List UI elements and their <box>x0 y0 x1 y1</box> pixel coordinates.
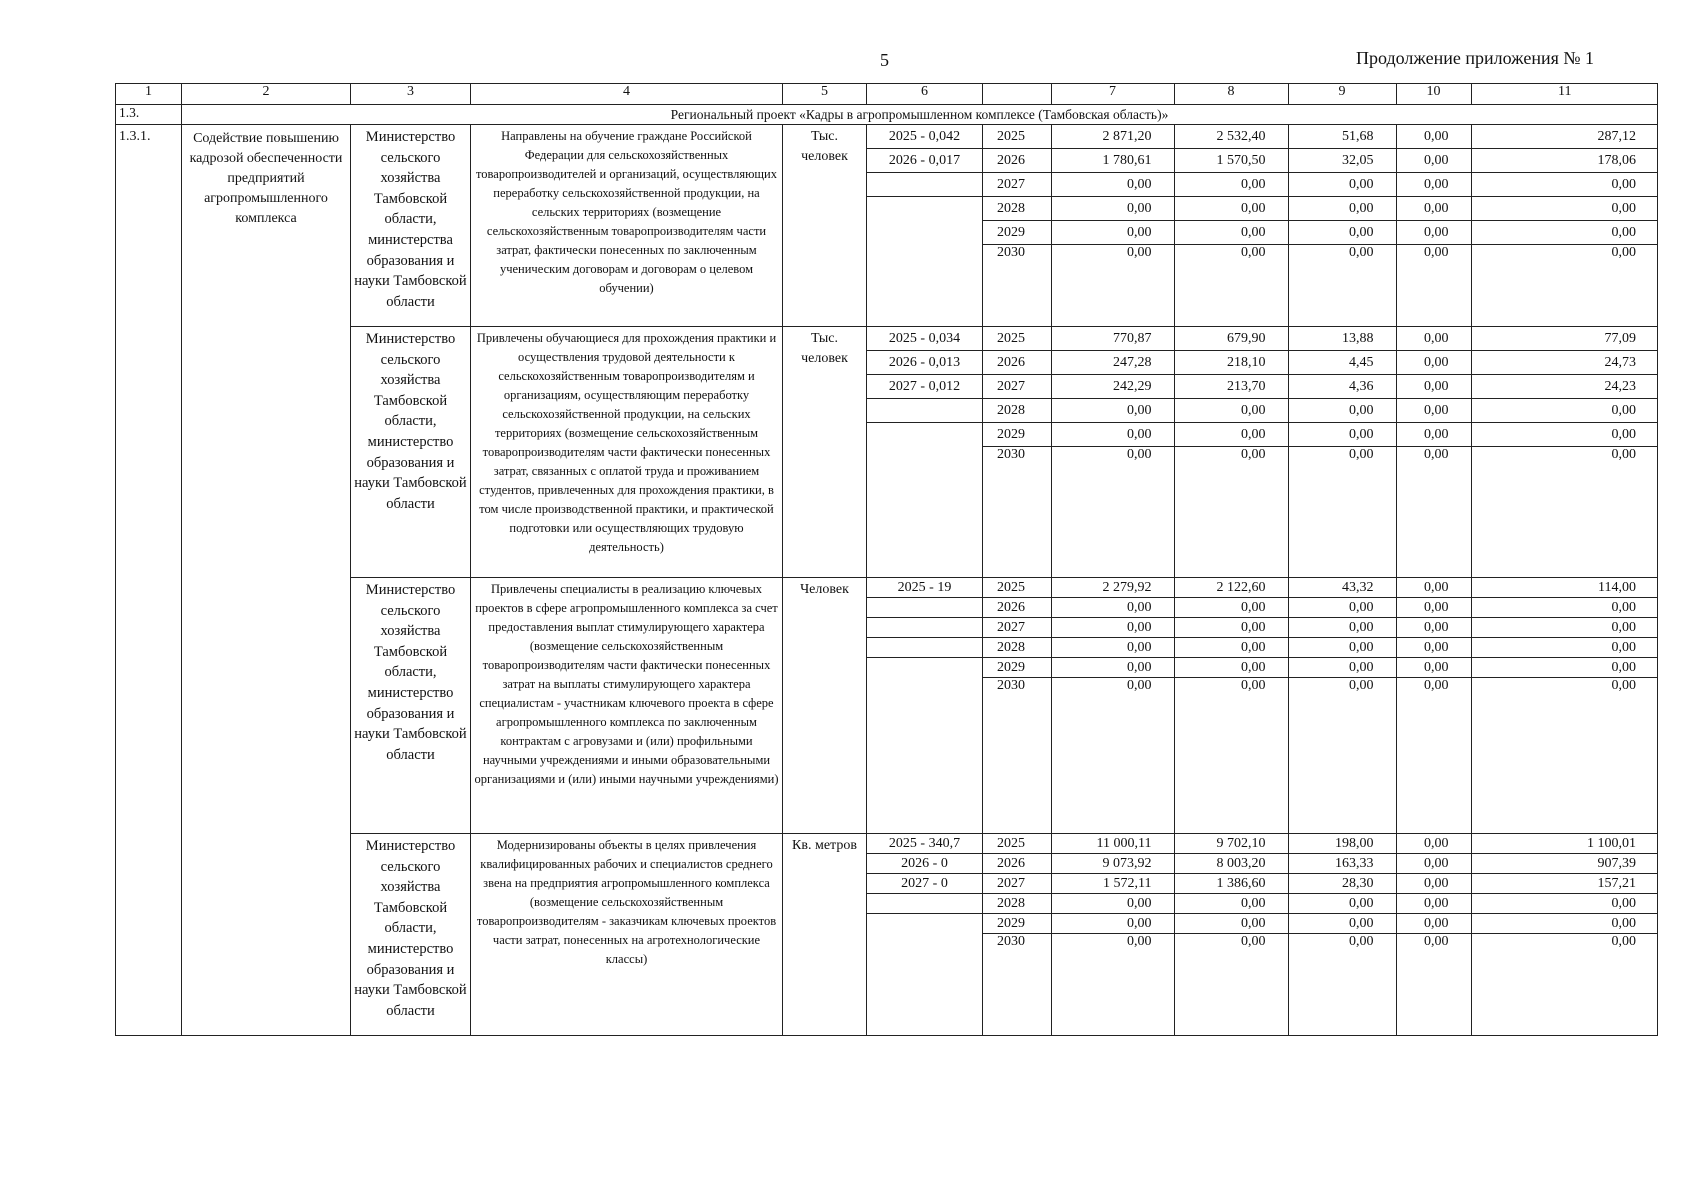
measure-description: Привлечены обучающиеся для прохождения практики и осуществления трудовой деятельности к сельскохозяйственным товаропроизводителям и организациям, осуществляющим переработку сельскохозяйственной продукции, на сельских территориях (возмещение сельскохозяйственным товаропроизводителям части фактически понесенных затрат, связанных с оплатой труда и проживанием студентов, привлеченных для прохождения практики, в том числе производственной практики, и практической подготовки или осуществляющих трудовую деятельность) <box>471 327 783 578</box>
column-number-group <box>983 84 1658 105</box>
amount: 0,00 <box>1174 934 1288 1036</box>
year-row <box>983 197 1658 221</box>
project-row <box>116 105 1658 125</box>
item-code: 1.3.1. <box>116 125 182 1036</box>
year: 2029 <box>983 423 1051 447</box>
year: 2025 <box>983 125 1051 149</box>
amount: 1 100,01 <box>1587 835 1636 851</box>
year-row <box>983 173 1658 197</box>
year: 2025 <box>983 578 1051 598</box>
amount: 0,00 <box>1471 221 1658 245</box>
amount: 0,00 <box>1051 914 1174 934</box>
amount: 0,00 <box>1288 399 1396 423</box>
amount: 0,00 <box>1051 173 1174 197</box>
target-value <box>867 658 982 659</box>
amount: 242,29 <box>1051 375 1174 399</box>
amount: 0,00 <box>1288 423 1396 447</box>
amount: 24,23 <box>1471 375 1658 399</box>
unit: Тыс. человек <box>783 327 867 578</box>
year: 2026 <box>983 351 1051 375</box>
column-number: 4 <box>471 84 783 105</box>
year-row <box>983 598 1658 618</box>
year: 2028 <box>983 638 1051 658</box>
amount: 0,00 <box>1396 149 1471 173</box>
year-row <box>983 618 1658 638</box>
year-row <box>983 678 1658 834</box>
year: 2029 <box>983 221 1051 245</box>
year-row <box>983 399 1658 423</box>
amount: 0,00 <box>1051 658 1174 678</box>
amount: 4,45 <box>1288 351 1396 375</box>
amount: 51,68 <box>1288 125 1396 149</box>
target-value <box>867 638 982 658</box>
amount: 907,39 <box>1471 854 1658 874</box>
amount: 0,00 <box>1051 638 1174 658</box>
column-number: 2 <box>182 84 351 105</box>
amount: 0,00 <box>1471 638 1658 658</box>
amount: 0,00 <box>1471 678 1658 834</box>
amount: 0,00 <box>1051 618 1174 638</box>
amount: 0,00 <box>1471 197 1658 221</box>
amount: 0,00 <box>1051 221 1174 245</box>
amount: 0,00 <box>1174 221 1288 245</box>
amount: 213,70 <box>1174 375 1288 399</box>
column-number: 11 <box>1558 84 1572 99</box>
amount: 2 871,20 <box>1051 125 1174 149</box>
year-row <box>983 327 1658 351</box>
target-value: 2026 - 0,013 <box>867 351 982 375</box>
measure-description: Модернизированы объекты в целях привлечения квалифицированных рабочих и специалистов среднего звена на предприятия агропромышленного комплекса (возмещение сельскохозяйственным товаропроизводителям - заказчикам ключевых проектов части затрат, понесенных на агротехнологические классы) <box>471 834 783 1036</box>
amount: 218,10 <box>1174 351 1288 375</box>
executor: Министерство сельского хозяйства Тамбовской области, министерства образования и науки Тамбовской области <box>351 125 471 327</box>
amount: 0,00 <box>1288 914 1396 934</box>
amount: 0,00 <box>1471 598 1658 618</box>
amount: 0,00 <box>1288 638 1396 658</box>
year: 2026 <box>983 598 1051 618</box>
amount: 0,00 <box>1471 173 1658 197</box>
year: 2027 <box>983 173 1051 197</box>
amount: 0,00 <box>1396 894 1471 914</box>
measure-description: Привлечены специалисты в реализацию ключевых проектов в сфере агропромышленного комплекса за счет предоставления выплат стимулирующего характера (возмещение сельскохозяйственным товаропроизводителям части фактически понесенных затрат на выплаты стимулирующего характера специалистам - участникам ключевого проекта в сфере агропромышленного комплекса по заключенным контрактам с агровузами и (или) профильными научными учреждениями и иными образовательными организациями и (или) иными научными учреждениями) <box>471 578 783 834</box>
amount: 77,09 <box>1604 330 1636 346</box>
unit: Человек <box>783 578 867 834</box>
amount: 0,00 <box>1396 638 1471 658</box>
year: 2030 <box>983 447 1051 578</box>
amount: 24,73 <box>1471 351 1658 375</box>
amount: 0,00 <box>1396 245 1471 327</box>
year: 2030 <box>983 245 1051 327</box>
year: 2028 <box>983 894 1051 914</box>
continuation-label: Продолжение приложения № 1 <box>1356 48 1595 68</box>
target-value: 2025 - 0,034 <box>888 330 961 346</box>
target-values <box>867 834 983 1036</box>
year: 2030 <box>983 678 1051 834</box>
amount: 0,00 <box>1396 934 1471 1036</box>
amount: 0,00 <box>1288 197 1396 221</box>
amount: 0,00 <box>1051 934 1174 1036</box>
amount: 0,00 <box>1471 447 1658 578</box>
year-row <box>983 351 1658 375</box>
amount: 287,12 <box>1597 128 1636 144</box>
amount: 114,00 <box>1598 579 1636 595</box>
amount: 157,21 <box>1471 874 1658 894</box>
amount: 0,00 <box>1288 618 1396 638</box>
year-row <box>983 423 1658 447</box>
amount: 163,33 <box>1288 854 1396 874</box>
amount: 198,00 <box>1288 834 1396 854</box>
amount: 0,00 <box>1471 618 1658 638</box>
amount: 0,00 <box>1396 197 1471 221</box>
financing-by-year <box>983 125 1658 327</box>
amount: 770,87 <box>1051 327 1174 351</box>
target-value <box>867 173 982 197</box>
amount: 0,00 <box>1051 598 1174 618</box>
amount: 0,00 <box>1471 245 1658 327</box>
year-row <box>983 834 1658 854</box>
target-value <box>867 598 982 618</box>
amount: 0,00 <box>1396 618 1471 638</box>
amount: 0,00 <box>1051 245 1174 327</box>
amount: 0,00 <box>1396 874 1471 894</box>
amount: 0,00 <box>1288 678 1396 834</box>
unit: Кв. метров <box>783 834 867 1036</box>
column-number: 8 <box>1174 84 1288 104</box>
amount: 178,06 <box>1471 149 1658 173</box>
column-number: 7 <box>1051 84 1174 104</box>
column-number: 10 <box>1396 84 1471 104</box>
project-title: Региональный проект «Кадры в агропромышленном комплексе (Тамбовская область)» <box>182 105 1658 125</box>
amount: 4,36 <box>1288 375 1396 399</box>
amount: 0,00 <box>1396 125 1471 149</box>
column-number-row <box>116 84 1658 105</box>
amount: 0,00 <box>1051 197 1174 221</box>
year: 2029 <box>983 914 1051 934</box>
amount: 0,00 <box>1051 894 1174 914</box>
column-number: 6 <box>867 84 983 105</box>
year-row <box>983 578 1658 598</box>
year-row <box>983 447 1658 578</box>
amount: 1 570,50 <box>1174 149 1288 173</box>
target-value: 2026 - 0 <box>867 854 982 874</box>
amount: 0,00 <box>1471 914 1658 934</box>
amount: 0,00 <box>1396 914 1471 934</box>
amount: 0,00 <box>1174 173 1288 197</box>
amount: 0,00 <box>1174 894 1288 914</box>
year-row <box>983 934 1658 1036</box>
amount: 0,00 <box>1174 423 1288 447</box>
amount: 0,00 <box>1174 197 1288 221</box>
amount: 43,32 <box>1288 578 1396 598</box>
target-value <box>867 423 982 424</box>
amount: 2 279,92 <box>1051 578 1174 598</box>
target-value <box>867 894 982 914</box>
amount: 1 780,61 <box>1051 149 1174 173</box>
financing-by-year <box>983 578 1658 834</box>
amount: 9 073,92 <box>1051 854 1174 874</box>
target-value <box>867 197 982 198</box>
year-row <box>983 375 1658 399</box>
item-name: Содействие повышению кадрозой обеспеченности предприятий агропромышленного комплекса <box>182 125 351 1036</box>
measure-description: Направлены на обучение граждане Российской Федерации для сельскохозяйственных товаропроизводителей и организаций, осуществляющих переработку сельскохозяйственной продукции, на сельских территориях (возмещение сельскохозяйственным товаропроизводителям части затрат, фактически понесенных по заключенным ученическим договорам и договорам о целевом обучении) <box>471 125 783 327</box>
amount: 0,00 <box>1174 598 1288 618</box>
year-row <box>983 874 1658 894</box>
target-value <box>867 399 982 423</box>
amount: 0,00 <box>1396 834 1471 854</box>
amount: 0,00 <box>1288 894 1396 914</box>
amount: 0,00 <box>1174 658 1288 678</box>
amount: 0,00 <box>1174 914 1288 934</box>
appendix-table <box>115 83 1658 1036</box>
amount: 679,90 <box>1174 327 1288 351</box>
amount: 0,00 <box>1396 423 1471 447</box>
amount: 0,00 <box>1396 854 1471 874</box>
financing-by-year <box>983 327 1658 578</box>
year-row <box>983 914 1658 934</box>
amount: 0,00 <box>1396 447 1471 578</box>
amount: 0,00 <box>1051 678 1174 834</box>
target-value: 2026 - 0,017 <box>867 149 982 173</box>
amount: 0,00 <box>1471 423 1658 447</box>
year: 2025 <box>983 834 1051 854</box>
target-values <box>867 327 983 578</box>
target-value: 2025 - 340,7 <box>888 835 961 851</box>
year-row <box>983 638 1658 658</box>
amount: 32,05 <box>1288 149 1396 173</box>
year: 2028 <box>983 197 1051 221</box>
amount: 0,00 <box>1396 578 1471 598</box>
amount: 2 532,40 <box>1174 125 1288 149</box>
target-value: 2025 - 19 <box>897 579 952 595</box>
target-values <box>867 125 983 327</box>
executor: Министерство сельского хозяйства Тамбовской области, министерство образования и науки Тамбовской области <box>351 834 471 1036</box>
amount: 0,00 <box>1396 173 1471 197</box>
year-row <box>983 894 1658 914</box>
amount: 0,00 <box>1288 221 1396 245</box>
target-value <box>867 618 982 638</box>
amount: 0,00 <box>1396 375 1471 399</box>
executor: Министерство сельского хозяйства Тамбовской области, министерство образования и науки Тамбовской области <box>351 327 471 578</box>
target-value: 2027 - 0,012 <box>867 375 982 399</box>
year-row <box>983 854 1658 874</box>
year-row <box>983 245 1658 327</box>
target-value: 2027 - 0 <box>867 874 982 894</box>
amount: 0,00 <box>1396 221 1471 245</box>
year-row <box>983 149 1658 173</box>
amount: 0,00 <box>1174 678 1288 834</box>
target-value <box>867 914 982 915</box>
target-values <box>867 578 983 834</box>
year-row <box>983 221 1658 245</box>
amount: 0,00 <box>1288 658 1396 678</box>
amount: 247,28 <box>1051 351 1174 375</box>
page-number: 5 <box>880 50 889 70</box>
amount: 0,00 <box>1288 598 1396 618</box>
year-row <box>983 658 1658 678</box>
project-code: 1.3. <box>116 105 182 125</box>
amount: 0,00 <box>1174 638 1288 658</box>
financing-by-year <box>983 834 1658 1036</box>
amount: 0,00 <box>1471 399 1658 423</box>
column-number: 9 <box>1288 84 1396 104</box>
year: 2027 <box>983 375 1051 399</box>
amount: 0,00 <box>1288 934 1396 1036</box>
amount: 28,30 <box>1288 874 1396 894</box>
year: 2027 <box>983 874 1051 894</box>
year: 2026 <box>983 149 1051 173</box>
amount: 0,00 <box>1288 245 1396 327</box>
year: 2028 <box>983 399 1051 423</box>
amount: 1 386,60 <box>1174 874 1288 894</box>
amount: 0,00 <box>1471 894 1658 914</box>
amount: 0,00 <box>1174 399 1288 423</box>
amount: 0,00 <box>1396 678 1471 834</box>
amount: 0,00 <box>1471 658 1658 678</box>
amount: 0,00 <box>1396 351 1471 375</box>
year: 2030 <box>983 934 1051 1036</box>
year: 2026 <box>983 854 1051 874</box>
amount: 0,00 <box>1288 173 1396 197</box>
amount: 8 003,20 <box>1174 854 1288 874</box>
year-row <box>983 125 1658 149</box>
amount: 0,00 <box>1051 399 1174 423</box>
amount: 0,00 <box>1051 447 1174 578</box>
amount: 0,00 <box>1051 423 1174 447</box>
amount: 1 572,11 <box>1051 874 1174 894</box>
target-value: 2025 - 0,042 <box>888 128 961 144</box>
unit: Тыс. человек <box>783 125 867 327</box>
amount: 0,00 <box>1396 658 1471 678</box>
amount: 0,00 <box>1396 327 1471 351</box>
column-number: 5 <box>783 84 867 105</box>
amount: 0,00 <box>1174 618 1288 638</box>
measure-row <box>116 125 1658 327</box>
column-number: 3 <box>351 84 471 105</box>
year: 2027 <box>983 618 1051 638</box>
amount: 11 000,11 <box>1051 834 1174 854</box>
amount: 0,00 <box>1396 399 1471 423</box>
amount: 0,00 <box>1174 245 1288 327</box>
year: 2029 <box>983 658 1051 678</box>
amount: 13,88 <box>1288 327 1396 351</box>
executor: Министерство сельского хозяйства Тамбовской области, министерство образования и науки Тамбовской области <box>351 578 471 834</box>
amount: 9 702,10 <box>1174 834 1288 854</box>
year: 2025 <box>983 327 1051 351</box>
amount: 0,00 <box>1396 598 1471 618</box>
amount: 2 122,60 <box>1174 578 1288 598</box>
amount: 0,00 <box>1174 447 1288 578</box>
amount: 0,00 <box>1471 934 1658 1036</box>
amount: 0,00 <box>1288 447 1396 578</box>
column-number: 1 <box>116 84 182 105</box>
